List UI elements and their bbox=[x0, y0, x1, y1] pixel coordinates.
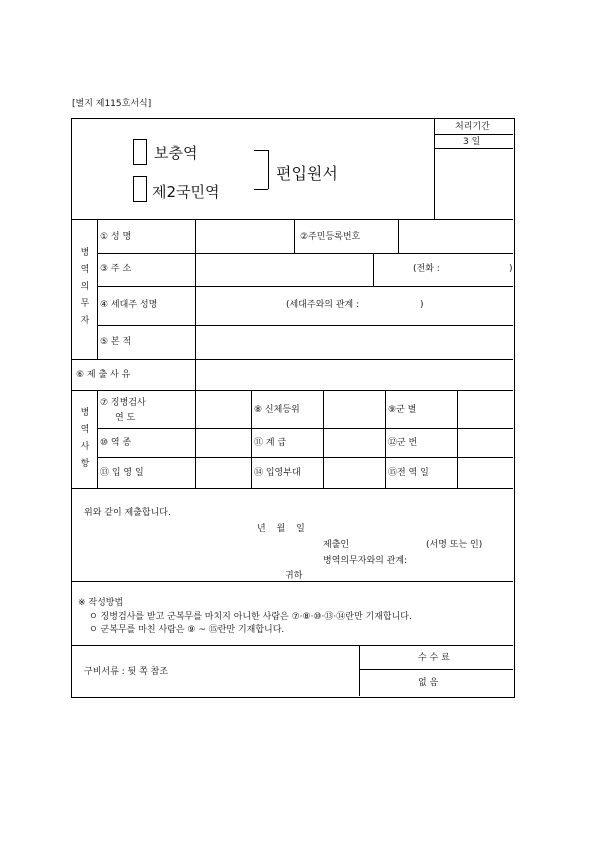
applicant-side-label: 병 역 의 무 자 bbox=[80, 248, 90, 326]
declaration-bottom bbox=[72, 581, 513, 582]
origin-field[interactable] bbox=[196, 326, 512, 358]
enlist-unit-field[interactable] bbox=[324, 458, 384, 487]
enlist-date-label: ⑬ 입 영 일 bbox=[100, 468, 144, 478]
enlist-unit-label: ⑭ 입영부대 bbox=[254, 468, 301, 478]
bracket-top bbox=[254, 150, 268, 151]
service-number-field[interactable] bbox=[458, 429, 512, 456]
fee-divider bbox=[359, 669, 513, 670]
rrn-label: ②주민등록번호 bbox=[300, 232, 361, 242]
service-number-label: ⑫군 번 bbox=[388, 438, 418, 448]
exam-year-label: ⑦ 징병검사 연 도 bbox=[100, 398, 146, 423]
rank-label: ⑪ 계 급 bbox=[254, 438, 287, 448]
option-second-citizen-label: 제2국민역 bbox=[152, 183, 220, 201]
service-row-2 bbox=[97, 457, 513, 458]
checkbox-reserve[interactable] bbox=[133, 139, 147, 165]
service-type-label: ⑩ 역 종 bbox=[100, 438, 132, 448]
branch-field[interactable] bbox=[458, 391, 512, 427]
exam-year-field[interactable] bbox=[196, 391, 250, 427]
service-type-field[interactable] bbox=[196, 429, 250, 456]
enlist-date-field[interactable] bbox=[196, 458, 250, 487]
discharge-date-field[interactable] bbox=[458, 458, 512, 487]
declaration-statement: 위와 같이 제출합니다. bbox=[84, 508, 171, 518]
phone-label: (전화 : bbox=[413, 264, 440, 274]
phone-close: ) bbox=[509, 264, 513, 274]
service-col-4 bbox=[385, 390, 386, 488]
household-relation-close: ) bbox=[420, 300, 424, 310]
processing-box-bottom bbox=[434, 148, 513, 149]
instructions-bottom bbox=[72, 645, 513, 646]
name-field[interactable] bbox=[196, 220, 293, 252]
fee-value: 없 음 bbox=[418, 678, 439, 688]
processing-period-value: 3 일 bbox=[463, 137, 481, 147]
name-label: ① 성 명 bbox=[100, 232, 132, 242]
processing-box-mid bbox=[434, 134, 513, 135]
rrn-left bbox=[294, 219, 295, 253]
reason-bottom bbox=[72, 390, 513, 391]
option-reserve-label: 보충역 bbox=[154, 144, 198, 162]
applicant-side-divider bbox=[97, 219, 98, 359]
bracket-bottom bbox=[254, 189, 268, 190]
instruction-item: ㅇ 군복무를 마친 사람은 ⑨ ~ ⑮란만 기재합니다. bbox=[89, 625, 285, 635]
origin-label: ⑤ 본 적 bbox=[100, 337, 132, 347]
rank-field[interactable] bbox=[324, 429, 384, 456]
form-number: [별지 제115호서식] bbox=[72, 99, 152, 109]
footer-divider bbox=[359, 645, 360, 696]
addressee: 귀하 bbox=[285, 571, 303, 581]
form-title: 편입원서 bbox=[276, 164, 338, 183]
service-side-divider bbox=[97, 390, 98, 488]
bracket-spine bbox=[268, 150, 269, 189]
discharge-date-label: ⑮전 역 일 bbox=[388, 468, 429, 478]
checkbox-second-citizen[interactable] bbox=[133, 176, 147, 202]
branch-label: ⑨군 별 bbox=[388, 405, 417, 415]
household-head-label: ④ 세대주 성명 bbox=[100, 300, 158, 310]
service-bottom bbox=[72, 488, 513, 489]
rrn-field[interactable] bbox=[399, 220, 512, 252]
processing-period-label: 처리기간 bbox=[455, 122, 490, 132]
attachments-label: 구비서류 : 뒷 쪽 참조 bbox=[84, 667, 169, 677]
address-field[interactable] bbox=[196, 254, 372, 285]
submitter-label: 제출인 bbox=[323, 540, 350, 550]
reason-field[interactable] bbox=[196, 360, 512, 389]
household-relation-label: (세대주와의 관계 : bbox=[286, 300, 360, 310]
instruction-item: ㅇ 징병검사를 받고 군복무를 마치지 아니한 사람은 ⑦·⑧·⑩·⑬·⑭란만 기재합니다. bbox=[89, 612, 412, 622]
relation-label: 병역의무자와의 관계: bbox=[323, 556, 408, 566]
declaration-date: 년 월 일 bbox=[257, 524, 305, 534]
reason-label: ⑥ 제 출 사 유 bbox=[76, 370, 131, 380]
fee-label: 수 수 료 bbox=[418, 653, 450, 663]
physical-grade-field[interactable] bbox=[324, 391, 384, 427]
physical-grade-label: ⑧ 신체등위 bbox=[254, 405, 300, 415]
service-col-2 bbox=[251, 390, 252, 488]
signature-label: (서명 또는 인) bbox=[426, 540, 483, 550]
instructions-heading: ※ 작성방법 bbox=[78, 598, 124, 608]
phone-divider bbox=[373, 253, 374, 286]
row-line-2 bbox=[97, 286, 513, 287]
address-label: ③ 주 소 bbox=[100, 264, 132, 274]
service-side-label: 병 역 사 항 bbox=[80, 408, 90, 469]
service-row-1 bbox=[97, 428, 513, 429]
